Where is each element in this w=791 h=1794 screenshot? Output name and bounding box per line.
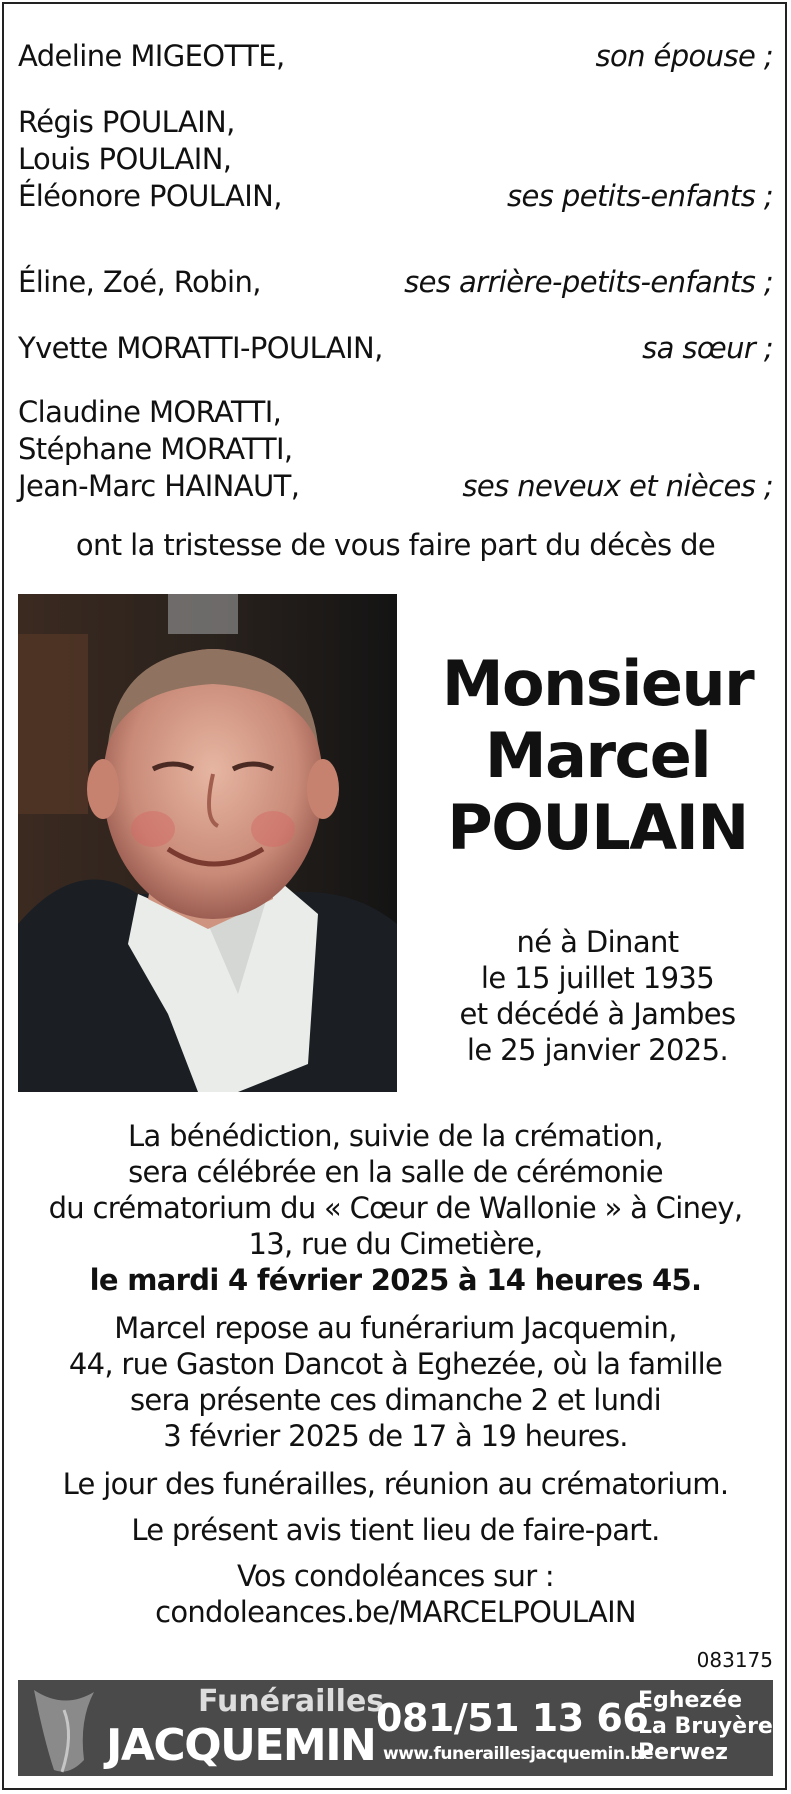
ceremony-line: 13, rue du Cimetière, <box>248 1227 543 1261</box>
rest-line: 3 février 2025 de 17 à 19 heures. <box>163 1419 628 1453</box>
family-row-great-grandchildren <box>18 264 773 301</box>
ceremony-line: du crématorium du « Cœur de Wallonie » à Ciney, <box>48 1191 743 1225</box>
ceremony-details <box>0 1118 791 1298</box>
ceremony-line: La bénédiction, suivie de la crémation, <box>128 1119 663 1153</box>
ceremony-date: le mardi 4 février 2025 à 14 heures 45. <box>89 1263 702 1297</box>
family-name: Éline, Zoé, Robin, <box>18 265 261 299</box>
announcement-intro: ont la tristesse de vous faire part du décès de <box>75 528 716 562</box>
rest-line: 44, rue Gaston Dancot à Eghezée, où la famille <box>68 1347 723 1381</box>
deceased-last-name: POULAIN <box>447 791 748 864</box>
family-role: ses petits-enfants ; <box>507 179 773 213</box>
location-item: Eghezée <box>638 1688 743 1713</box>
death-date: le 25 janvier 2025. <box>466 1033 729 1067</box>
family-name: Jean-Marc HAINAUT, <box>18 469 300 503</box>
family-role: ses neveux et nièces ; <box>462 469 773 503</box>
ceremony-line: sera célébrée en la salle de cérémonie <box>128 1155 663 1189</box>
condolences-link[interactable]: condoleances.be/MARCELPOULAIN <box>155 1595 636 1629</box>
notice-note: Le présent avis tient lieu de faire-part. <box>131 1513 660 1547</box>
condolences <box>0 1558 791 1630</box>
family-name: Louis POULAIN, <box>18 142 232 176</box>
family-row-grandchildren <box>18 104 773 215</box>
funeral-home-title: Funérailles <box>198 1684 385 1719</box>
family-row-nephews <box>18 394 773 505</box>
funeral-home-website[interactable]: www.funeraillesjacquemin.be <box>383 1744 654 1764</box>
lily-icon <box>24 1680 114 1776</box>
family-name: Régis POULAIN, <box>18 105 235 139</box>
birth-death-dates <box>420 924 775 1068</box>
funeral-home-name: JACQUEMIN <box>106 1720 376 1771</box>
family-role: son épouse ; <box>595 39 773 73</box>
deceased-photo <box>18 594 397 1092</box>
family-role: ses arrière-petits-enfants ; <box>404 265 773 299</box>
funeral-home-phone[interactable]: 081/51 13 66 <box>376 1696 649 1740</box>
funeral-home-locations <box>638 1688 773 1766</box>
family-role: sa sœur ; <box>642 331 773 365</box>
deceased-first-name: Marcel <box>484 719 711 792</box>
family-name: Éléonore POULAIN, <box>18 179 282 213</box>
family-row-spouse <box>18 38 773 75</box>
family-name: Yvette MORATTI-POULAIN, <box>18 331 383 365</box>
death-place: et décédé à Jambes <box>459 997 736 1031</box>
location-item: La Bruyère <box>638 1714 773 1739</box>
reference-number: 083175 <box>696 1648 773 1672</box>
birth-place: né à Dinant <box>516 925 679 959</box>
condolences-label: Vos condoléances sur : <box>236 1559 555 1593</box>
funeral-home-details <box>0 1310 791 1454</box>
family-name: Adeline MIGEOTTE, <box>18 39 285 73</box>
deceased-name <box>420 648 775 864</box>
family-row-sister <box>18 330 773 367</box>
meeting-note: Le jour des funérailles, réunion au crématorium. <box>62 1467 729 1501</box>
family-name: Claudine MORATTI, <box>18 395 282 429</box>
rest-line: sera présente ces dimanche 2 et lundi <box>129 1383 661 1417</box>
funeral-home-banner <box>18 1680 773 1776</box>
location-item: Perwez <box>638 1740 728 1765</box>
rest-line: Marcel repose au funérarium Jacquemin, <box>114 1311 677 1345</box>
portrait-image <box>18 594 397 1092</box>
deceased-title: Monsieur <box>441 647 754 720</box>
family-name: Stéphane MORATTI, <box>18 432 293 466</box>
birth-date: le 15 juillet 1935 <box>480 961 715 995</box>
